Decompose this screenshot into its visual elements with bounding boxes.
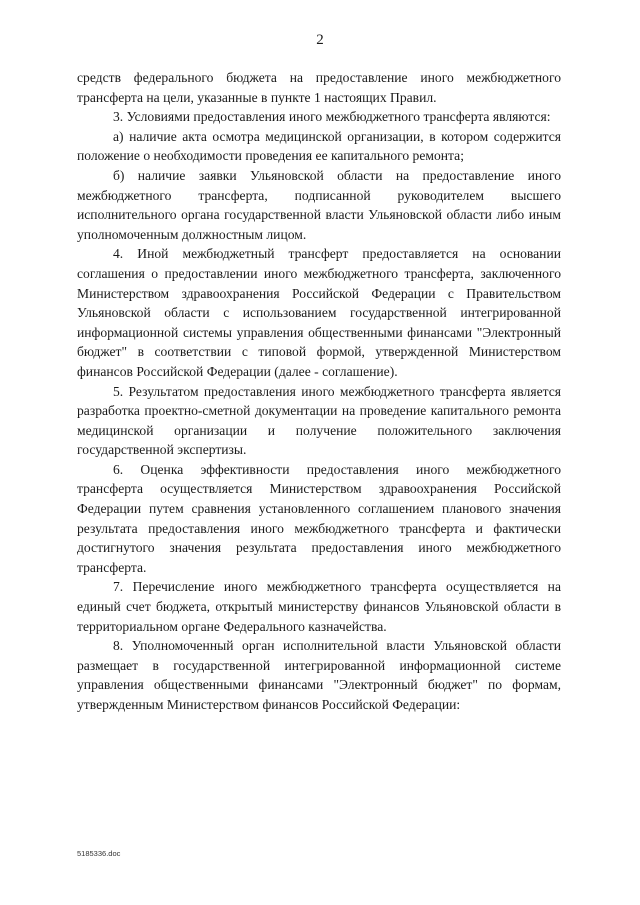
paragraph-4: 4. Иной межбюджетный трансферт предоставляется на основании соглашения о предоставлении иного межбюджетного трансферта, заключенного Министерством здравоохранения Российской Федерации с Правительством Ульяновской области с использованием государственной интегрированной информационной системы управления общественными финансами "Электронный бюджет" в соответствии с типовой формой, утвержденной Министерством финансов Российской Федерации (далее - соглашение). [77, 246, 561, 379]
paragraph-intro-continuation: средств федерального бюджета на предоставление иного межбюджетного трансферта на цели, указанные в пункте 1 настоящих Правил. [77, 70, 561, 105]
paragraph-3a: а) наличие акта осмотра медицинской организации, в котором содержится положение о необходимости проведения ее капитального ремонта; [77, 128, 561, 164]
footer-filename: 5185336.doc [77, 849, 121, 858]
document-body [77, 68, 561, 715]
paragraph-7: 7. Перечисление иного межбюджетного трансферта осуществляется на единый счет бюджета, открытый министерству финансов Ульяновской области в территориальном органе Федерального казначейства. [77, 579, 561, 634]
paragraph-5: 5. Результатом предоставления иного межбюджетного трансферта является разработка проектно-сметной документации на проведение капитального ремонта медицинской организации и получение положительного заключения государственной экспертизы. [77, 383, 561, 458]
page-number: 2 [316, 32, 324, 48]
paragraph-3b: б) наличие заявки Ульяновской области на предоставление иного межбюджетного трансферта, подписанной руководителем высшего исполнительного органа государственной власти Ульяновской области либо иным уполномоченным должностным лицом. [77, 167, 561, 242]
paragraph-8: 8. Уполномоченный орган исполнительной власти Ульяновской области размещает в государственной интегрированной информационной системе управления общественными финансами "Электронный бюджет" по формам, утвержденным Министерством финансов Российской Федерации: [77, 638, 561, 712]
paragraph-6: 6. Оценка эффективности предоставления иного межбюджетного трансферта осуществляется Министерством здравоохранения Российской Федерации путем сравнения установленного соглашением планового значения результата предоставления иного межбюджетного трансферта и фактически достигнутого значения результата предоставления иного межбюджетного трансферта. [77, 461, 561, 575]
paragraph-3: 3. Условиями предоставления иного межбюджетного трансферта являются: [113, 109, 551, 125]
